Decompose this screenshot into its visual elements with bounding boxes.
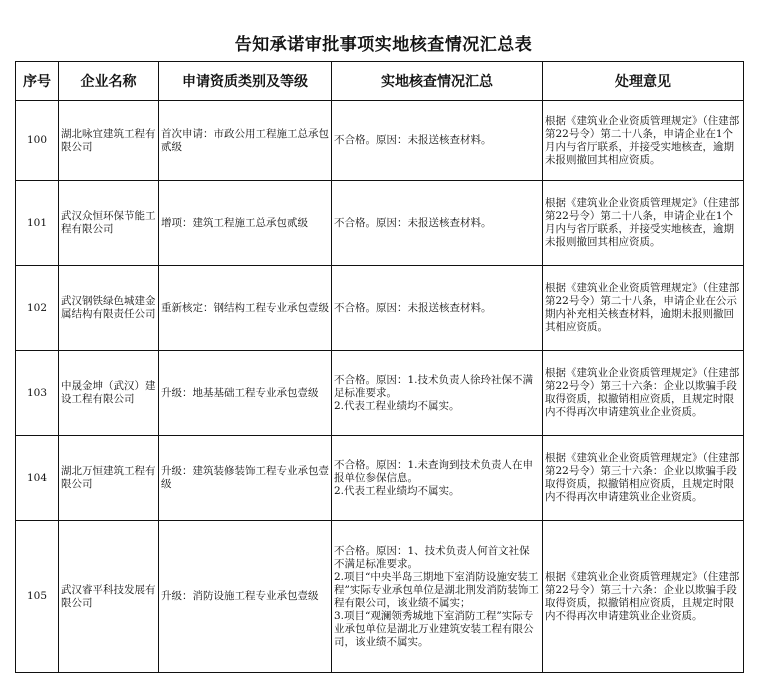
check-line: 2.项目“中央半岛三期地下室消防设施安装工程”实际专业承包单位是湖北荆发消防装饰工程有限公司，该业绩不属实； (334, 570, 539, 609)
table-row (16, 436, 744, 521)
cell-seq: 103 (16, 351, 59, 436)
check-line: 不合格。原因：未报送核查材料。 (334, 134, 492, 146)
cell-opinion: 根据《建筑业企业资质管理规定》（住建部第22号令）第二十八条，申请企业在公示期内补充相关核查材料，逾期未报则撤回其相应资质。 (543, 266, 744, 351)
cell-enterprise: 武汉钢铁绿色城建金属结构有限责任公司 (59, 266, 159, 351)
table-row (16, 521, 744, 673)
cell-opinion: 根据《建筑业企业资质管理规定》（住建部第22号令）第二十八条，申请企业在1个月内与省厅联系，并接受实地核查，逾期未报则撤回其相应资质。 (543, 181, 744, 266)
cell-qualification: 首次申请：市政公用工程施工总承包贰级 (159, 101, 332, 181)
summary-table (15, 61, 744, 673)
table-header-row (16, 62, 744, 101)
cell-check (332, 181, 543, 266)
cell-opinion: 根据《建筑业企业资质管理规定》（住建部第22号令）第三十六条：企业以欺骗手段取得资质，拟撤销相应资质，且规定时限内不得再次申请建筑业企业资质。 (543, 436, 744, 521)
cell-qualification: 增项：建筑工程施工总承包贰级 (159, 181, 332, 266)
cell-opinion: 根据《建筑业企业资质管理规定》（住建部第22号令）第二十八条，申请企业在1个月内与省厅联系，并接受实地核查，逾期未报则撤回其相应资质。 (543, 101, 744, 181)
header-check: 实地核查情况汇总 (332, 62, 543, 101)
cell-check (332, 436, 543, 521)
check-line: 2.代表工程业绩均不属实。 (334, 399, 460, 412)
table-row (16, 351, 744, 436)
cell-seq: 101 (16, 181, 59, 266)
cell-check (332, 521, 543, 673)
cell-seq: 105 (16, 521, 59, 673)
cell-enterprise: 武汉众恒环保节能工程有限公司 (59, 181, 159, 266)
check-line: 不合格。原因：未报送核查材料。 (334, 216, 492, 229)
cell-qualification: 升级：地基基础工程专业承包壹级 (159, 351, 332, 436)
table-row (16, 101, 744, 181)
check-line: 不合格。原因：1.未查询到技术负责人在申报单位参保信息。 (334, 458, 534, 484)
cell-qualification: 升级：消防设施工程专业承包壹级 (159, 521, 332, 673)
cell-qualification: 升级：建筑装修装饰工程专业承包壹级 (159, 436, 332, 521)
table-row (16, 266, 744, 351)
table-row (16, 181, 744, 266)
header-qualification: 申请资质类别及等级 (159, 62, 332, 101)
check-line: 不合格。原因：1、技术负责人何首文社保不满足标准要求。 (334, 544, 530, 570)
cell-seq: 100 (16, 101, 59, 181)
cell-opinion: 根据《建筑业企业资质管理规定》（住建部第22号令）第三十六条：企业以欺骗手段取得资质，拟撤销相应资质，且规定时限内不得再次申请建筑业企业资质。 (543, 521, 744, 673)
header-seq: 序号 (16, 62, 59, 101)
header-enterprise: 企业名称 (59, 62, 159, 101)
cell-seq: 102 (16, 266, 59, 351)
cell-check (332, 101, 543, 181)
check-line: 不合格。原因：未报送核查材料。 (334, 301, 492, 314)
check-line: 3.项目“观澜领秀城地下室消防工程”实际专业承包单位是湖北万业建筑安装工程有限公司，该业绩不属实。 (334, 609, 534, 648)
document-title: 告知承诺审批事项实地核查情况汇总表 (234, 35, 533, 55)
cell-enterprise: 武汉睿平科技发展有限公司 (59, 521, 159, 673)
cell-opinion: 根据《建筑业企业资质管理规定》（住建部第22号令）第三十六条：企业以欺骗手段取得资质，拟撤销相应资质，且规定时限内不得再次申请建筑业企业资质。 (543, 351, 744, 436)
cell-check (332, 266, 543, 351)
cell-qualification: 重新核定：钢结构工程专业承包壹级 (159, 266, 332, 351)
cell-check (332, 351, 543, 436)
check-line: 不合格。原因：1.技术负责人徐玲社保不满足标准要求。 (334, 373, 534, 399)
cell-enterprise: 湖北万恒建筑工程有限公司 (59, 436, 159, 521)
cell-seq: 104 (16, 436, 59, 521)
check-line: 2.代表工程业绩均不属实。 (334, 484, 460, 497)
cell-enterprise: 中晟金坤（武汉）建设工程有限公司 (59, 351, 159, 436)
cell-enterprise: 湖北咏宜建筑工程有限公司 (59, 101, 159, 181)
header-opinion: 处理意见 (543, 62, 744, 101)
